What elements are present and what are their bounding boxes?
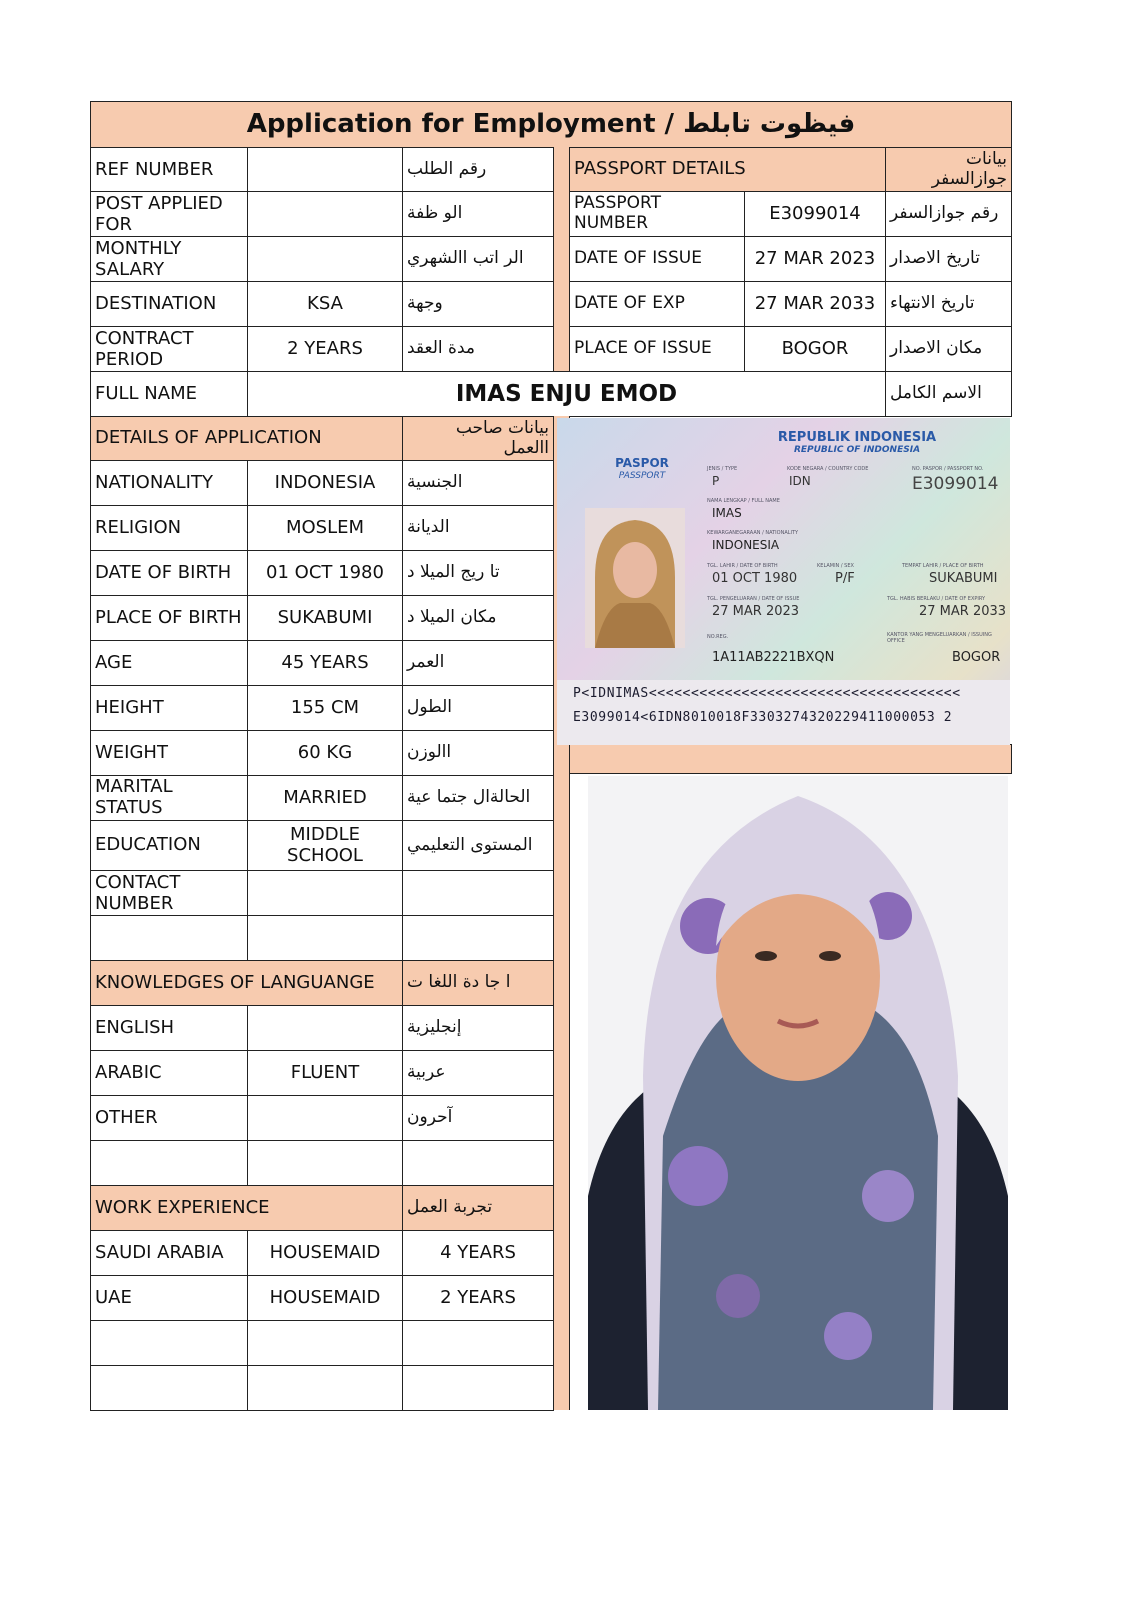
- field-passport-no-label: NO. PASPOR / PASSPORT NO.: [912, 466, 984, 472]
- detail-label-ar: تا ريج الميلا د: [402, 550, 554, 596]
- passport-row-label: DATE OF EXP: [569, 281, 745, 327]
- row-value: [247, 236, 403, 282]
- work-country: SAUDI ARABIA: [90, 1230, 248, 1276]
- passport-scan-image: [557, 418, 1010, 745]
- detail-label-ar: الحالةال جتما عية: [402, 775, 554, 821]
- work-country: UAE: [90, 1275, 248, 1321]
- detail-label: NATIONALITY: [90, 460, 248, 506]
- work-position: HOUSEMAID: [247, 1230, 403, 1276]
- passport-row-label-ar: مكان الاصدار: [885, 326, 1012, 372]
- detail-label-ar: الجنسية: [402, 460, 554, 506]
- row-label-ar: الو ظفة: [402, 191, 554, 237]
- field-sex-label: KELAMIN / SEX: [817, 563, 854, 569]
- passport-photo: [585, 508, 685, 648]
- full-name-value: IMAS ENJU EMOD: [247, 371, 886, 417]
- row-label: MONTHLY SALARY: [90, 236, 248, 282]
- work-duration: 2 YEARS: [402, 1275, 554, 1321]
- row-label: POST APPLIED FOR: [90, 191, 248, 237]
- passport-row-value: BOGOR: [744, 326, 886, 372]
- detail-label-ar: مكان الميلا د: [402, 595, 554, 641]
- field-reg-label: NO.REG.: [707, 634, 729, 640]
- language-label-ar: إنجليزية: [402, 1005, 554, 1051]
- full-name-label-ar: الاسم الكامل: [885, 371, 1012, 417]
- language-label: OTHER: [90, 1095, 248, 1141]
- passport-row-label: PLACE OF ISSUE: [569, 326, 745, 372]
- detail-value: 01 OCT 1980: [247, 550, 403, 596]
- mrz-line-1: P<IDNIMAS<<<<<<<<<<<<<<<<<<<<<<<<<<<<<<<<<<<<<: [573, 686, 961, 701]
- detail-value: MOSLEM: [247, 505, 403, 551]
- row-label-ar: رقم الطلب: [402, 147, 554, 193]
- passport-office: BOGOR: [952, 650, 1001, 665]
- passport-row-value: 27 MAR 2023: [744, 236, 886, 282]
- page-title: Application for Employment / فيظوت تابلط: [90, 101, 1012, 148]
- empty-cell: [90, 1320, 248, 1366]
- passport-row-value: E3099014: [744, 191, 886, 237]
- language-value: [247, 1005, 403, 1051]
- passport-given-name: IMAS: [712, 506, 742, 520]
- detail-label: EDUCATION: [90, 820, 248, 871]
- field-issue-label: TGL. PENGELUARAN / DATE OF ISSUE: [707, 596, 800, 602]
- photo-separator: [569, 744, 1012, 774]
- field-expiry-label: TGL. HABIS BERLAKU / DATE OF EXPIRY: [887, 596, 986, 602]
- passport-row-value: 27 MAR 2033: [744, 281, 886, 327]
- empty-cell: [90, 915, 248, 961]
- passport-country-en: REPUBLIC OF INDONESIA: [793, 445, 921, 455]
- passport-row-label-ar: رقم جوازالسفر: [885, 191, 1012, 237]
- passport-code: IDN: [789, 474, 811, 488]
- detail-value: SUKABUMI: [247, 595, 403, 641]
- passport-doc-en: PASSPORT: [618, 471, 666, 481]
- work-position: HOUSEMAID: [247, 1275, 403, 1321]
- detail-label-ar: االوزن: [402, 730, 554, 776]
- detail-value: 60 KG: [247, 730, 403, 776]
- field-code-label: KODE NEGARA / COUNTRY CODE: [787, 466, 869, 472]
- row-label-ar: وجهة: [402, 281, 554, 327]
- passport-row-label-ar: تاريخ الانتهاء: [885, 281, 1012, 327]
- passport-number-scan: E3099014: [912, 474, 999, 494]
- detail-value: [247, 870, 403, 916]
- detail-label-ar: الطول: [402, 685, 554, 731]
- passport-row-label-ar: تاريخ الاصدار: [885, 236, 1012, 282]
- detail-label: RELIGION: [90, 505, 248, 551]
- work-header: WORK EXPERIENCE: [90, 1185, 403, 1231]
- empty-cell: [247, 1140, 403, 1186]
- detail-value: MIDDLE SCHOOL: [247, 820, 403, 871]
- passport-row-label: PASSPORT NUMBER: [569, 191, 745, 237]
- passport-type: P: [712, 474, 720, 488]
- detail-label: WEIGHT: [90, 730, 248, 776]
- languages-header: KNOWLEDGES OF LANGUANGE: [90, 960, 403, 1006]
- empty-cell: [402, 915, 554, 961]
- empty-cell: [247, 915, 403, 961]
- row-label-ar: الر اتب االشهري: [402, 236, 554, 282]
- details-header-ar: بيانات صاحب االعمل: [402, 416, 554, 461]
- detail-value: INDONESIA: [247, 460, 403, 506]
- empty-cell: [247, 1320, 403, 1366]
- detail-label: PLACE OF BIRTH: [90, 595, 248, 641]
- detail-value: MARRIED: [247, 775, 403, 821]
- language-label-ar: عربية: [402, 1050, 554, 1096]
- details-header: DETAILS OF APPLICATION: [90, 416, 403, 461]
- passport-pob: SUKABUMI: [929, 571, 998, 586]
- passport-details-header: PASSPORT DETAILS: [569, 147, 886, 192]
- passport-reg: 1A11AB2221BXQN: [712, 650, 835, 665]
- language-value: FLUENT: [247, 1050, 403, 1096]
- field-type-label: JENIS / TYPE: [707, 466, 738, 472]
- empty-cell: [90, 1140, 248, 1186]
- top-separator-strip: [553, 147, 570, 372]
- detail-label-ar: العمر: [402, 640, 554, 686]
- passport-issue-scan: 27 MAR 2023: [712, 604, 800, 619]
- detail-label-ar: [402, 870, 554, 916]
- detail-value: 155 CM: [247, 685, 403, 731]
- row-value: KSA: [247, 281, 403, 327]
- row-label: REF NUMBER: [90, 147, 248, 193]
- passport-row-label: DATE OF ISSUE: [569, 236, 745, 282]
- passport-sex: P/F: [835, 571, 855, 586]
- row-value: 2 YEARS: [247, 326, 403, 372]
- detail-label-ar: المستوى التعليمي: [402, 820, 554, 871]
- empty-cell: [402, 1365, 554, 1411]
- passport-dob: 01 OCT 1980: [712, 571, 798, 586]
- empty-cell: [247, 1365, 403, 1411]
- passport-country: REPUBLIK INDONESIA: [777, 430, 937, 445]
- detail-label: MARITAL STATUS: [90, 775, 248, 821]
- work-duration: 4 YEARS: [402, 1230, 554, 1276]
- passport-details-header-ar: بيانات جوازالسفر: [885, 147, 1012, 192]
- row-label-ar: مدة العقد: [402, 326, 554, 372]
- languages-header-ar: ا جا دة اللغا ت: [402, 960, 554, 1006]
- empty-cell: [402, 1320, 554, 1366]
- language-label: ARABIC: [90, 1050, 248, 1096]
- field-name-label: NAMA LENGKAP / FULL NAME: [707, 498, 780, 504]
- detail-label: HEIGHT: [90, 685, 248, 731]
- row-label: DESTINATION: [90, 281, 248, 327]
- empty-cell: [90, 1365, 248, 1411]
- language-label-ar: آحرون: [402, 1095, 554, 1141]
- empty-cell: [402, 1140, 554, 1186]
- language-value: [247, 1095, 403, 1141]
- passport-doc: PASPOR: [615, 456, 669, 470]
- applicant-photo: [588, 776, 1008, 1410]
- row-label: CONTRACT PERIOD: [90, 326, 248, 372]
- field-pob-label: TEMPAT LAHIR / PLACE OF BIRTH: [902, 563, 984, 569]
- passport-expiry-scan: 27 MAR 2033: [919, 604, 1007, 619]
- detail-label: CONTACT NUMBER: [90, 870, 248, 916]
- detail-label: DATE OF BIRTH: [90, 550, 248, 596]
- field-nationality-label: KEWARGANEGARAAN / NATIONALITY: [707, 530, 799, 536]
- field-dob-label: TGL. LAHIR / DATE OF BIRTH: [707, 563, 778, 569]
- detail-value: 45 YEARS: [247, 640, 403, 686]
- work-header-ar: تجربة العمل: [402, 1185, 554, 1231]
- passport-nationality: INDONESIA: [712, 538, 780, 552]
- row-value: [247, 191, 403, 237]
- full-name-label: FULL NAME: [90, 371, 248, 417]
- row-value: [247, 147, 403, 193]
- detail-label-ar: الديانة: [402, 505, 554, 551]
- mrz-line-2: E3099014<6IDN8010018F3303274320229411000053 2: [573, 710, 953, 725]
- detail-label: AGE: [90, 640, 248, 686]
- language-label: ENGLISH: [90, 1005, 248, 1051]
- field-office-label: KANTOR YANG MENGELUARKAN / ISSUING OFFICE: [887, 632, 992, 644]
